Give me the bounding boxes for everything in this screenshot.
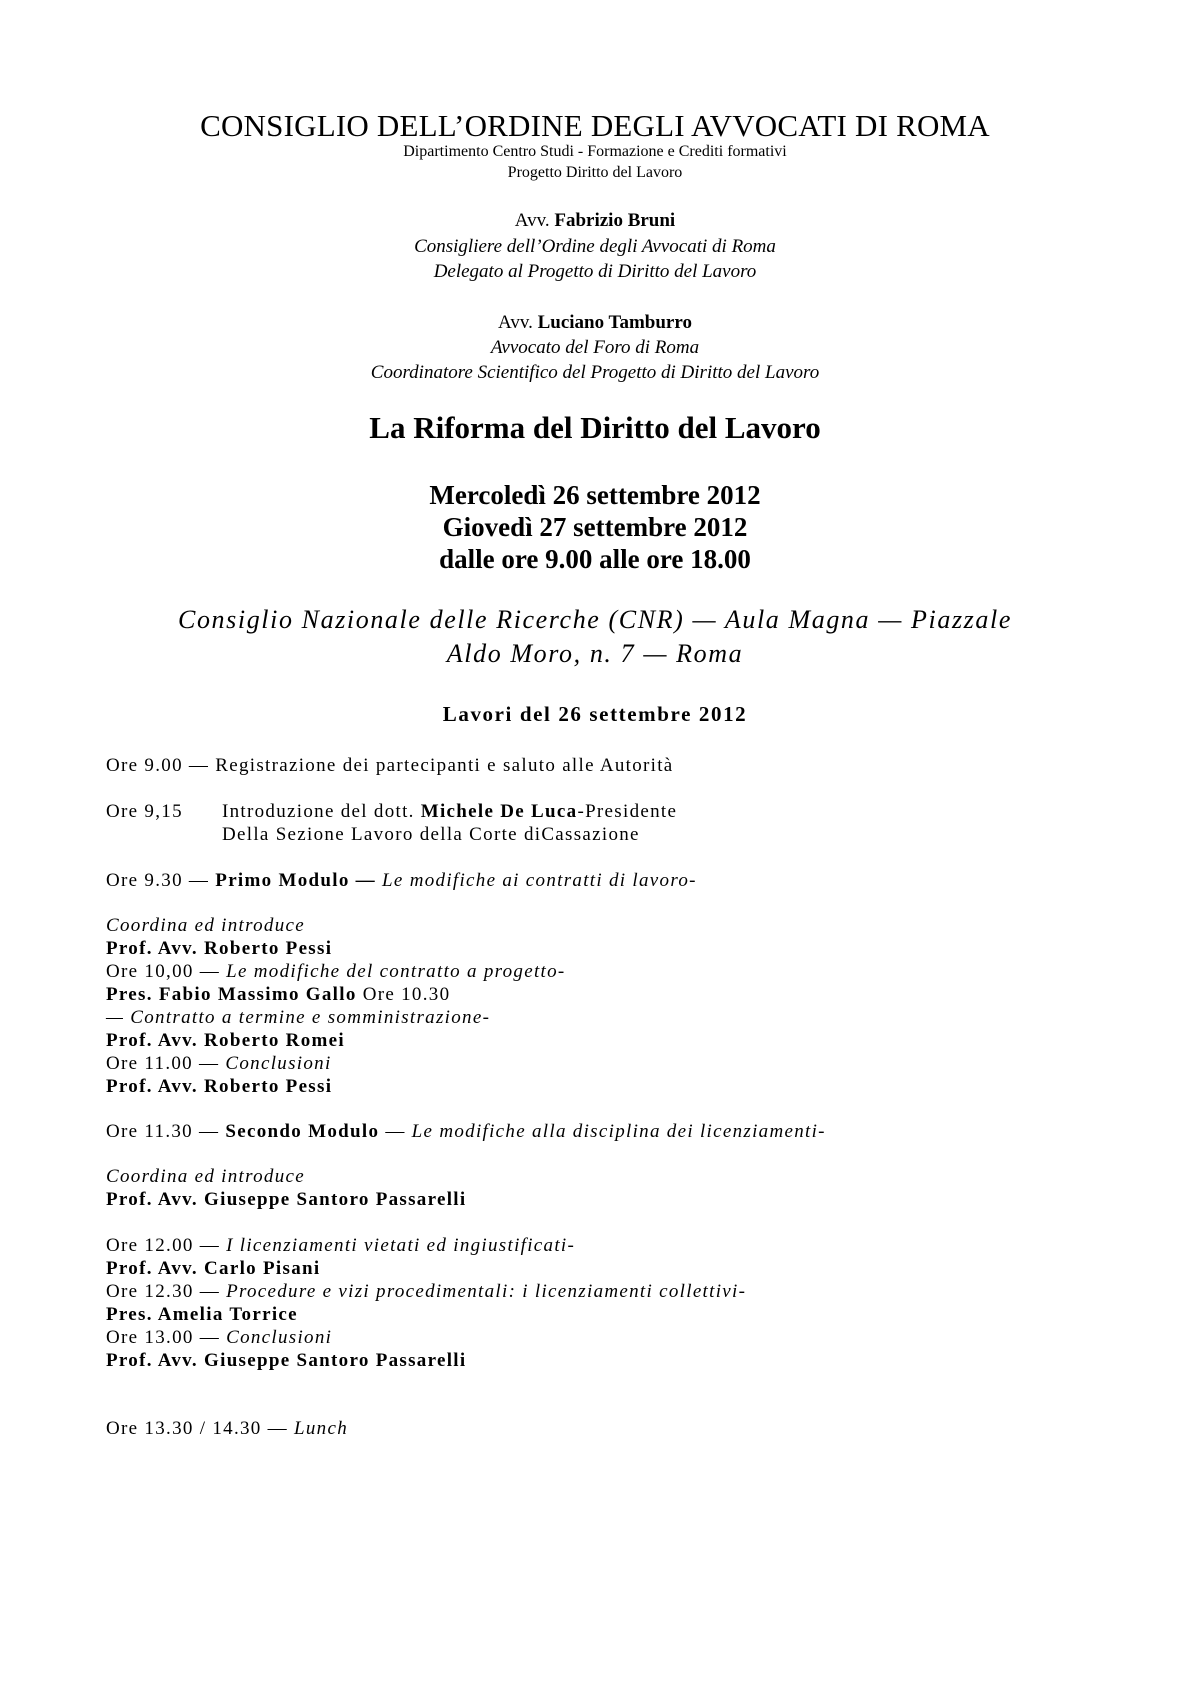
program-line: Ore 9,15 bbox=[106, 801, 183, 822]
speaker-1-role-2: Delegato al Progetto di Diritto del Lavoro bbox=[433, 261, 757, 282]
program-line: Ore 9.30 — Primo Modulo — Le modifiche ai contratti di lavoro- bbox=[106, 870, 697, 891]
venue-line-2: Aldo Moro, n. 7 — Roma bbox=[446, 639, 744, 668]
org-title: CONSIGLIO DELL’ORDINE DEGLI AVVOCATI DI ROMA bbox=[200, 108, 990, 143]
program-line: Ore 11.30 — Secondo Modulo — Le modifiche alla disciplina dei licenziamenti- bbox=[106, 1121, 826, 1142]
program-line: Prof. Avv. Carlo Pisani bbox=[106, 1258, 321, 1279]
speaker-2-role-1: Avvocato del Foro di Roma bbox=[490, 337, 700, 358]
program-line: Ore 10,00 — Le modifiche del contratto a progetto- bbox=[106, 961, 566, 982]
program-line: Prof. Avv. Roberto Pessi bbox=[106, 1076, 333, 1097]
dept-line: Dipartimento Centro Studi - Formazione e Crediti formativi bbox=[403, 143, 787, 160]
program-line: Prof. Avv. Roberto Pessi bbox=[106, 938, 333, 959]
event-title: La Riforma del Diritto del Lavoro bbox=[369, 410, 821, 445]
event-date-1: Mercoledì 26 settembre 2012 bbox=[429, 480, 761, 510]
program-line: Prof. Avv. Giuseppe Santoro Passarelli bbox=[106, 1350, 467, 1371]
speaker-2-role-2: Coordinatore Scientifico del Progetto di Diritto del Lavoro bbox=[370, 362, 820, 383]
program-line: Coordina ed introduce bbox=[106, 915, 305, 936]
program-line: Introduzione del dott. Michele De Luca-Presidente bbox=[222, 801, 678, 822]
program-line: Ore 12.30 — Procedure e vizi procedimentali: i licenziamenti collettivi- bbox=[106, 1281, 747, 1302]
program-line: Ore 11.00 — Conclusioni bbox=[106, 1053, 332, 1074]
program-line: Ore 12.00 — I licenziamenti vietati ed ingiustificati- bbox=[106, 1235, 576, 1256]
program-line: Prof. Avv. Roberto Romei bbox=[106, 1030, 345, 1051]
program-line: Pres. Fabio Massimo Gallo Ore 10.30 bbox=[106, 984, 451, 1005]
speaker-1-role-1: Consigliere dell’Ordine degli Avvocati di Roma bbox=[414, 236, 776, 257]
section-title: Lavori del 26 settembre 2012 bbox=[442, 702, 748, 726]
program-line: Ore 13.30 / 14.30 — Lunch bbox=[106, 1418, 349, 1439]
venue-line-1: Consiglio Nazionale delle Ricerche (CNR) — Aula Magna — Piazzale bbox=[178, 605, 1012, 634]
project-line: Progetto Diritto del Lavoro bbox=[507, 164, 683, 181]
program-line: Coordina ed introduce bbox=[106, 1166, 305, 1187]
program-line: Ore 13.00 — Conclusioni bbox=[106, 1327, 333, 1348]
speaker-1-name: Avv. Fabrizio Bruni bbox=[514, 210, 676, 231]
event-hours: dalle ore 9.00 alle ore 18.00 bbox=[439, 544, 751, 574]
program-line: — Contratto a termine e somministrazione- bbox=[106, 1007, 491, 1028]
speaker-2-name: Avv. Luciano Tamburro bbox=[498, 312, 692, 333]
program-line: Prof. Avv. Giuseppe Santoro Passarelli bbox=[106, 1189, 467, 1210]
program-line: Pres. Amelia Torrice bbox=[106, 1304, 298, 1325]
program-line: Della Sezione Lavoro della Corte diCassazione bbox=[222, 824, 640, 845]
program-line: Ore 9.00 — Registrazione dei partecipanti e saluto alle Autorità bbox=[106, 755, 674, 776]
event-date-2: Giovedì 27 settembre 2012 bbox=[442, 512, 748, 542]
